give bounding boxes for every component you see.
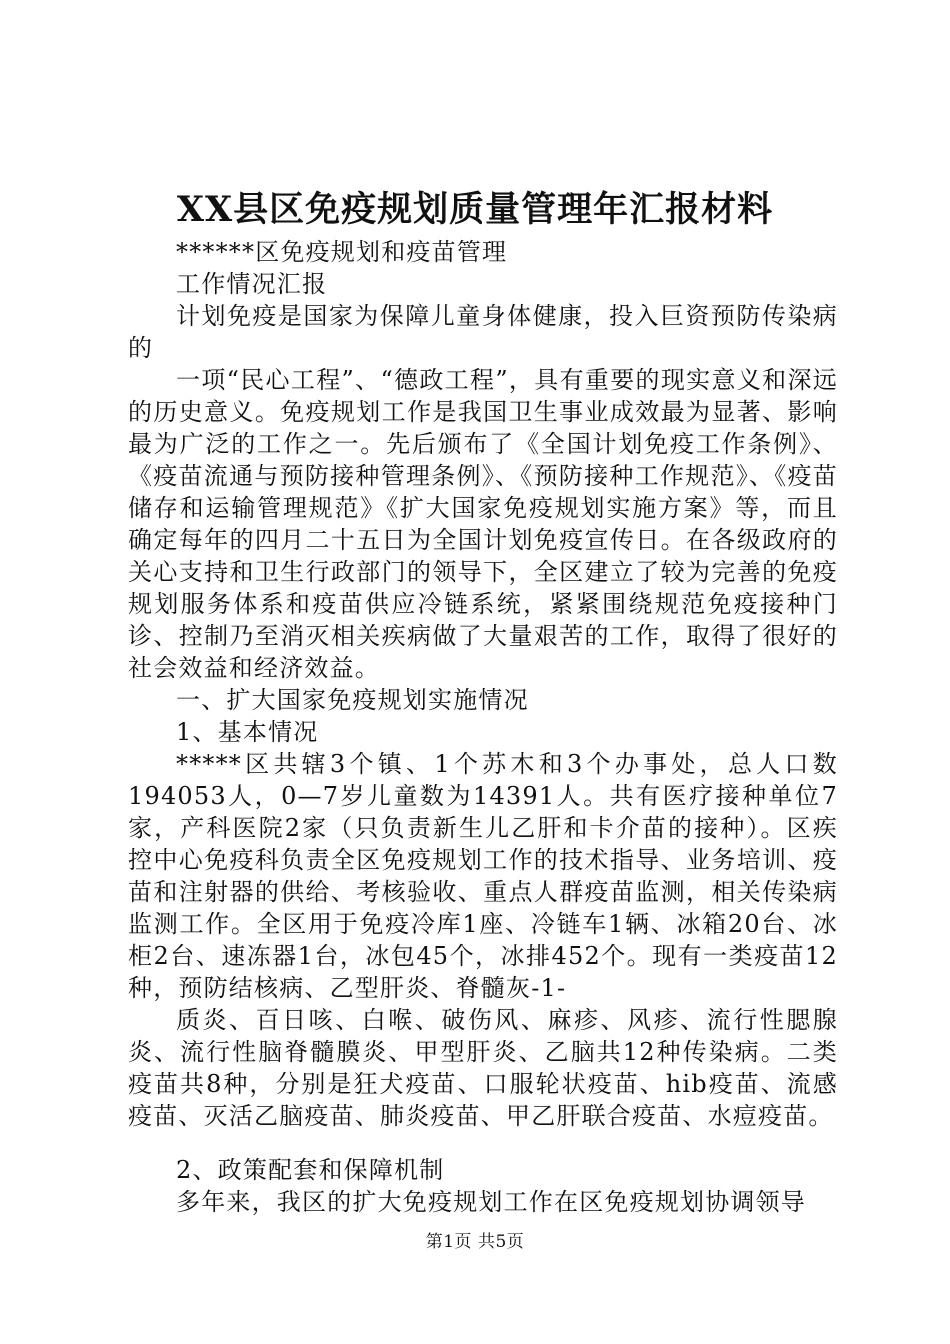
paragraph-diseases: 质炎、百日咳、白喉、破伤风、麻疹、风疹、流行性腮腺炎、流行性脑脊髓膜炎、甲型肝炎、乙脑共12种传染病。二类疫苗共8种，分别是狂犬疫苗、口服轮状疫苗、hib疫苗、流感疫苗、灭活乙脑疫苗、肺炎疫苗、甲乙肝联合疫苗、水痘疫苗。 xyxy=(128,1006,838,1130)
subsection-heading-policy: 2、政策配套和保障机制 xyxy=(176,1156,445,1184)
paragraph-basic-info: *****区共辖3个镇、1个苏木和3个办事处，总人口数194053人，0—7岁儿童数为14391人。共有医疗接种单位7家，产科医院2家（只负责新生儿乙肝和卡介苗的接种）。区疾控中心免疫科负责全区免疫规划工作的技术指导、业务培训、疫苗和注射器的供给、考核验收、重点人群疫苗监测，相关传染病监测工作。全区用于免疫冷库1座、冷链车1辆、冰箱20台、冰柜2台、速冻器1台，冰包45个，冰排452个。现有一类疫苗12种，预防结核病、乙型肝炎、脊髓灰-1- xyxy=(128,750,838,1002)
paragraph-intro: 计划免疫是国家为保障儿童身体健康，投入巨资预防传染病的 xyxy=(128,302,838,362)
document-body xyxy=(128,236,838,1218)
document-title: XX县区免疫规划质量管理年汇报材料 xyxy=(176,189,774,230)
subsection-heading-basic: 1、基本情况 xyxy=(176,718,319,746)
paragraph-background: 一项“民心工程”、“德政工程”，具有重要的现实意义和深远的历史意义。免疫规划工作是我国卫生事业成效最为显著、影响最为广泛的工作之一。先后颁布了《全国计划免疫工作条例》、《疫苗流通与预防接种管理条例》、《预防接种工作规范》、《疫苗储存和运输管理规范》《扩大国家免疫规划实施方案》等，而且确定每年的四月二十五日为全国计划免疫宣传日。在各级政府的关心支持和卫生行政部门的领导下，全区建立了较为完善的免疫规划服务体系和疫苗供应冷链系统，紧紧围绕规范免疫接种门诊、控制乃至消灭相关疾病做了大量艰苦的工作，取得了很好的社会效益和经济效益。 xyxy=(128,366,838,682)
paragraph-policy: 多年来，我区的扩大免疫规划工作在区免疫规划协调领导 xyxy=(176,1188,806,1216)
paragraph-subtitle-line2: 工作情况汇报 xyxy=(176,270,328,298)
section-heading-1: 一、扩大国家免疫规划实施情况 xyxy=(176,686,529,714)
page-number-footer: 第1页 共5页 xyxy=(425,1232,525,1252)
paragraph-subtitle-line1: ******区免疫规划和疫苗管理 xyxy=(176,238,508,266)
